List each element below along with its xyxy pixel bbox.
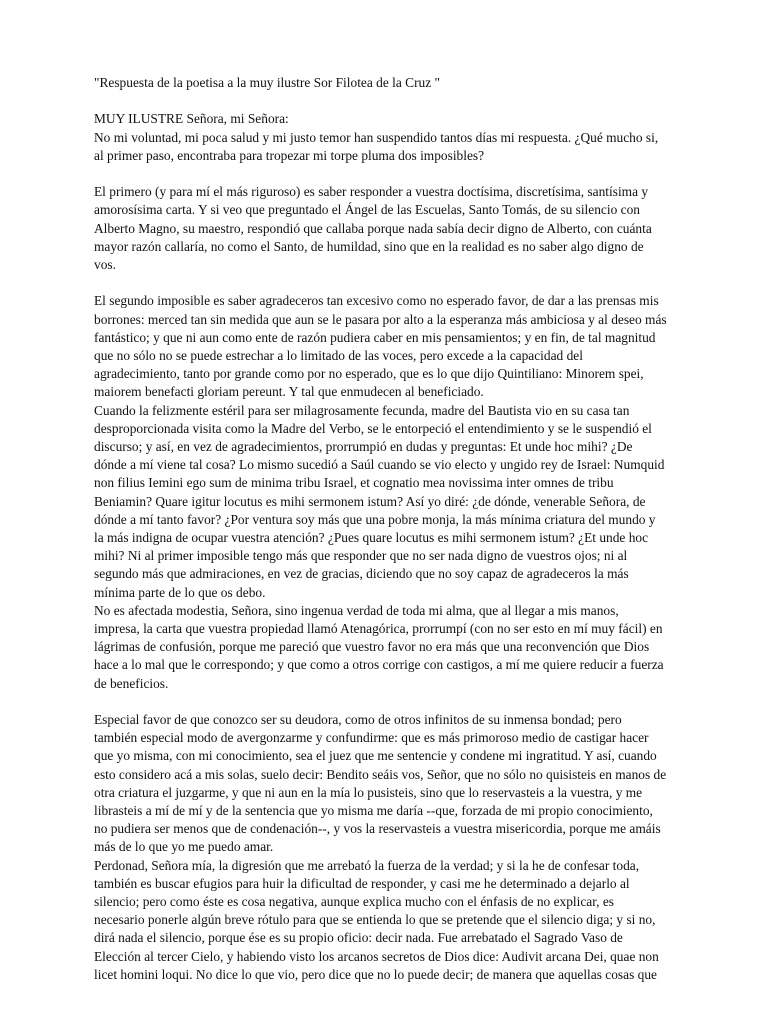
- text-line: fantástico; y que ni aun como ente de razón pudiera caber en mis pensamientos; y en fin, de tal magnitud: [94, 329, 656, 345]
- paragraph-gap: [94, 693, 746, 711]
- text-line: dirá nada el silencio, porque ése es su propio oficio: decir nada. Fue arrebatado el Sagrado Vaso de: [94, 930, 623, 946]
- text-line: Alberto Magno, su maestro, respondió que callaba porque nada sabía decir digno de Alberto, con cuánta: [94, 220, 652, 236]
- text-line: dónde a mí tanto favor? ¿Por ventura soy más que una pobre monja, la más mínima criatura del mundo y: [94, 511, 656, 527]
- text-line: segundo más que admiraciones, en vez de gracias, diciendo que no soy capaz de agradeceros la más: [94, 566, 629, 582]
- paragraph: [94, 183, 746, 274]
- salutation: MUY ILUSTRE Señora, mi Señora:: [94, 111, 289, 127]
- text-line: no pudiera ser menos que de condenación--, y vos la reservasteis a vuestra misericordia, porque me amáis: [94, 821, 661, 837]
- paragraph: [94, 129, 746, 165]
- text-line: vos.: [94, 257, 116, 272]
- text-line: Cuando la felizmente estéril para ser milagrosamente fecunda, madre del Bautista vio en su casa tan: [94, 402, 630, 418]
- text-line: también es buscar efugios para huir la dificultad de responder, y casi me he determinado a dejarlo al: [94, 875, 630, 891]
- paragraph: [94, 711, 746, 984]
- text-line: desproporcionada visita como la Madre del Verbo, se le entorpeció el entendimiento y se le suspendió el: [94, 420, 652, 436]
- text-line: mínima parte de lo que os debo.: [94, 584, 266, 600]
- text-line: No es afectada modestia, Señora, sino ingenua verdad de toda mi alma, que al llegar a mis manos,: [94, 602, 619, 618]
- text-line: también especial modo de avergonzarme y confundirme: que es más primoroso medio de castigar hacer: [94, 730, 649, 746]
- text-line: hace a lo mal que le correspondo; y que como a otros corrige con castigos, a mí me quiere reducir a fuerza: [94, 657, 664, 673]
- text-line: otra criatura el juzgarme, y que ni aun en la mía lo pusisteis, sino que lo reservasteis a la vuestra, y me: [94, 784, 643, 800]
- text-line: al primer paso, encontraba para tropezar mi torpe pluma dos imposibles?: [94, 147, 485, 163]
- text-line: necesario ponerle algún breve rótulo para que se entienda lo que se pretende que el silencio diga; y si no,: [94, 912, 656, 928]
- text-line: non filius Iemini ego sum de minima tribu Israel, et cognatio mea novissima inter omnes de tribu: [94, 475, 614, 491]
- text-line: Elección al tercer Cielo, y habiendo visto los arcanos secretos de Dios dice: Audivit arcana Dei, quae non: [94, 948, 659, 964]
- text-line: El primero (y para mí el más riguroso) es saber responder a vuestra doctísima, discretísima, santísima y: [94, 184, 649, 200]
- text-line: Beniamin? Quare igitur locutus es mihi sermonem istum? Así yo diré: ¿de dónde, venerable Señora, de: [94, 493, 646, 509]
- text-line: El segundo imposible es saber agradeceros tan excesivo como no esperado favor, de dar a las prensas mis: [94, 293, 659, 309]
- text-line: licet homini loqui. No dice lo que vio, pero dice que no lo puede decir; de manera que aquellas cosas que: [94, 966, 657, 982]
- text-line: de beneficios.: [94, 675, 169, 691]
- text-line: mayor razón callaría, no como el Santo, de humildad, sino que en la realidad es no saber algo digno de: [94, 238, 644, 254]
- text-line: que no sólo no se puede estrechar a lo limitado de las voces, pero excede a la capacidad del: [94, 348, 583, 363]
- text-line: discurso; y así, en vez de agradecimientos, prorrumpió en dudas y preguntas: Et unde hoc mihi? ¿De: [94, 439, 633, 455]
- text-line: Perdonad, Señora mía, la digresión que me arrebató la fuerza de la verdad; y si la he de confesar toda,: [94, 857, 640, 873]
- text-line: silencio; pero como éste es cosa negativa, aunque explica mucho con el énfasis de no explicar, es: [94, 894, 615, 910]
- text-line: mihi? Ni al primer imposible tengo más que responder que no ser nada digno de vuestros ojos; ni al: [94, 548, 628, 564]
- text-line: dónde a mí viene tal cosa? Lo mismo sucedió a Saúl cuando se vio electo y ungido rey de Israel: Numquid: [94, 457, 665, 473]
- text-line: Especial favor de que conozco ser su deudora, como de otros infinitos de su inmensa bondad; pero: [94, 712, 622, 728]
- paragraph-gap: [94, 165, 746, 183]
- text-line: borrones: merced tan sin medida que aun se le pasara por alto a la esperanza más ambiciosa y al deseo más: [94, 311, 667, 327]
- text-line: librasteis a mí de mí y de la sentencia que yo misma me daría --que, forzada de mi propio conocimiento,: [94, 803, 653, 819]
- text-line: agradecimiento, tanto por grande como por no esperado, que es lo que dijo Quintiliano: Minorem spei,: [94, 366, 644, 382]
- text-line: que yo misma, con mi conocimiento, sea el juez que me sentencie y condene mi ingratitud. Y así, cuando: [94, 748, 657, 764]
- text-line: amorosísima carta. Y si veo que preguntado el Ángel de las Escuelas, Santo Tomás, de su silencio con: [94, 202, 640, 218]
- text-line: lágrimas de confusión, porque me pareció que vuestro favor no era más que una reconvención que Dios: [94, 639, 650, 655]
- document-title: "Respuesta de la poetisa a la muy ilustre Sor Filotea de la Cruz ": [94, 75, 440, 90]
- text-line: maiorem benefacti gloriam pereunt. Y tal que enmudecen al beneficiado.: [94, 384, 484, 400]
- text-line: esto considero acá a mis solas, suelo decir: Bendito seáis vos, Señor, que no sólo no quisisteis en manos de: [94, 766, 667, 782]
- paragraph-gap: [94, 274, 746, 292]
- text-line: impresa, la carta que vuestra propiedad llamó Atenagórica, prorrumpí (con no ser esto en mí muy fácil) en: [94, 621, 663, 637]
- text-line: No mi voluntad, mi poca salud y mi justo temor han suspendido tantos días mi respuesta. ¿Qué mucho si,: [94, 129, 659, 145]
- document-body: [94, 129, 746, 985]
- paragraph-gap: [94, 92, 746, 110]
- document-page: [94, 74, 746, 984]
- text-line: más de lo que yo me puedo amar.: [94, 839, 274, 855]
- text-line: la más indigna de ocupar vuestra atención? ¿Pues quare locutus es mihi sermonem istum? ¿Et unde hoc: [94, 530, 649, 546]
- paragraph: [94, 292, 746, 692]
